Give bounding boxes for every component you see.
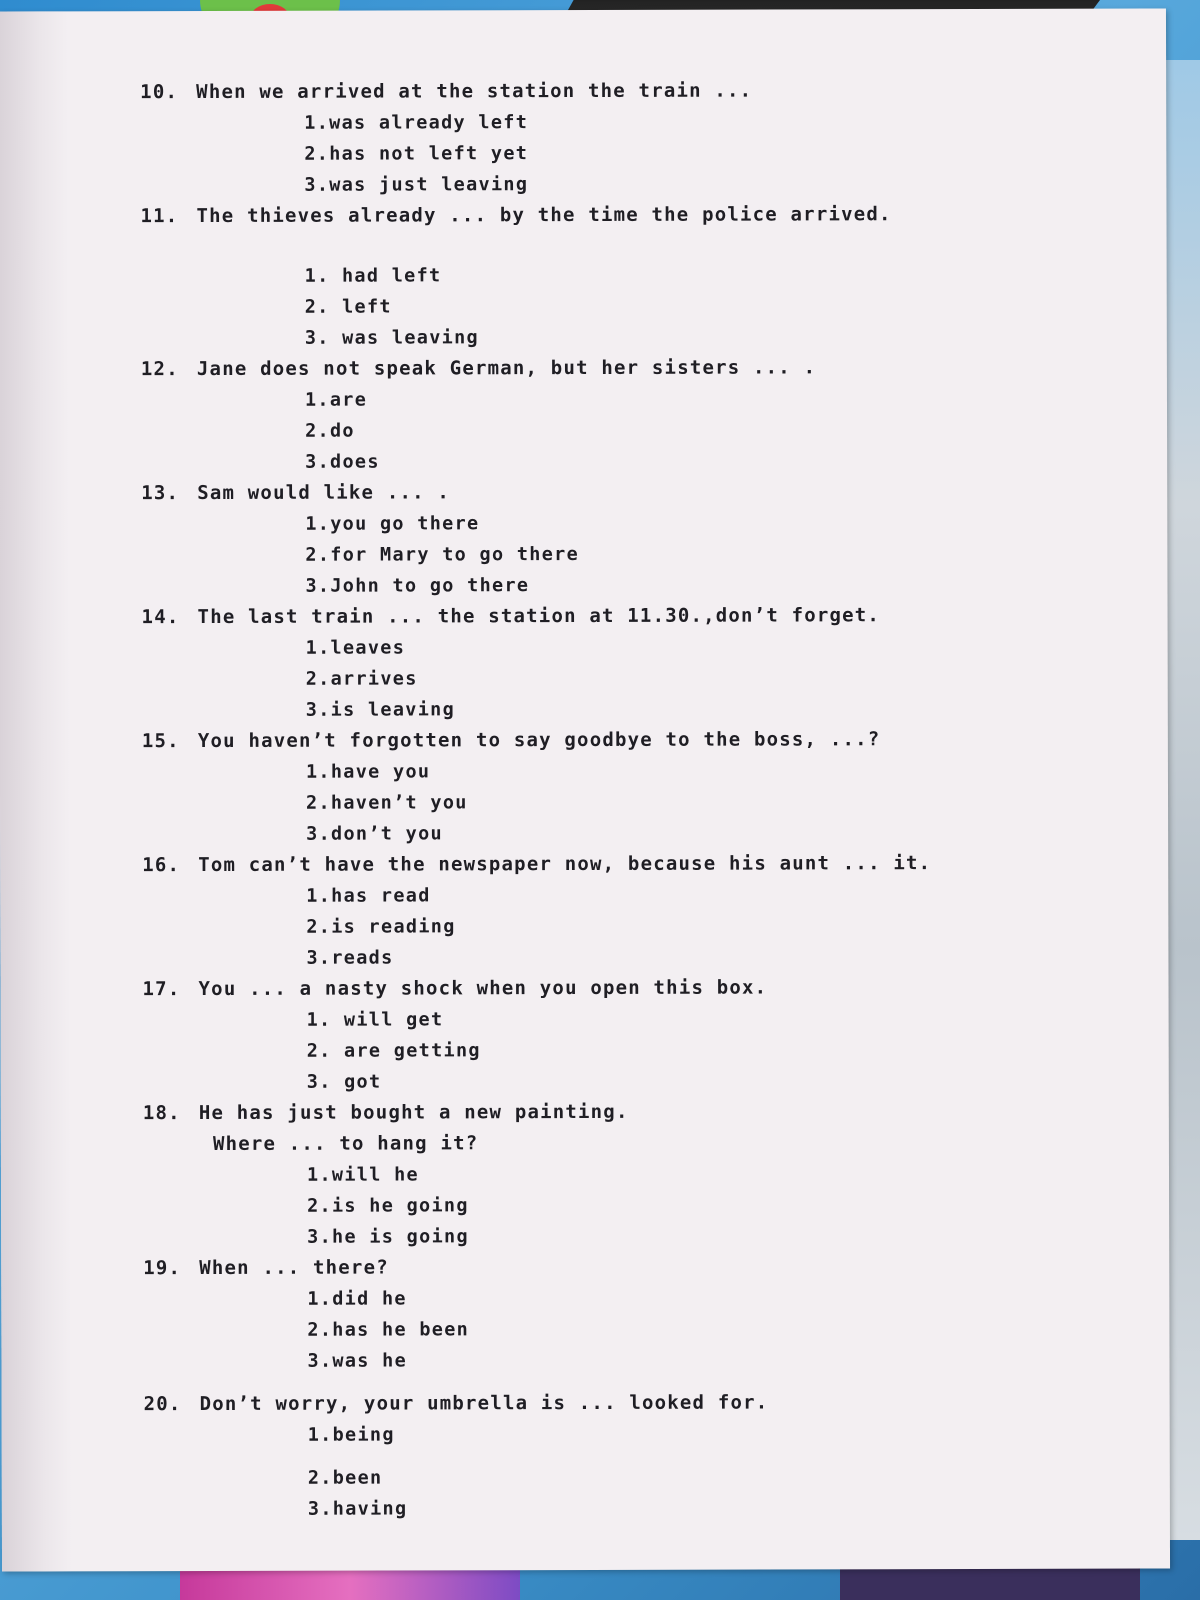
- question-15: [142, 724, 1102, 758]
- question-17: [142, 972, 1102, 1006]
- question-text: Tom can’t have the newspaper now, because his aunt ... it.: [198, 852, 932, 877]
- option: 2.is he going: [307, 1195, 469, 1217]
- question-text: The last train ... the station at 11.30.,don’t forget.: [197, 604, 881, 629]
- option: 1. had left: [304, 265, 442, 287]
- question-text: The thieves already ... by the time the police arrived.: [196, 203, 892, 228]
- question-10: [140, 75, 1100, 109]
- option: 3.don’t you: [306, 823, 443, 845]
- options-13: [141, 507, 1101, 603]
- question-text: Don’t worry, your umbrella is ... looked for.: [199, 1391, 769, 1416]
- options-16: [142, 879, 1102, 975]
- option: 2. are getting: [306, 1040, 481, 1062]
- question-number: 16.: [142, 854, 181, 877]
- question-text: He has just bought a new painting.: [198, 1100, 629, 1125]
- options-17: [143, 1003, 1103, 1099]
- options-15: [142, 755, 1102, 851]
- option: 2. left: [304, 296, 392, 318]
- option: 3.was just leaving: [304, 174, 529, 196]
- option: 3.was he: [307, 1350, 408, 1372]
- question-12: [141, 352, 1101, 386]
- question-number: 15.: [141, 730, 180, 753]
- option: 3.is leaving: [305, 699, 456, 721]
- question-number: 11.: [140, 205, 179, 228]
- question-list: [140, 75, 1104, 1526]
- question-number: 12.: [140, 358, 179, 381]
- question-number: 10.: [140, 81, 179, 104]
- option: 3.does: [305, 451, 380, 473]
- option: 1.was already left: [304, 112, 529, 134]
- question-18-continuation: Where ... to hang it?: [212, 1132, 479, 1155]
- options-10: [140, 106, 1100, 202]
- options-19: [143, 1282, 1103, 1378]
- question-14: [142, 600, 1102, 634]
- option: 2.arrives: [305, 668, 418, 690]
- option: 1.you go there: [305, 513, 480, 535]
- option: 1.leaves: [305, 637, 406, 659]
- options-18: [143, 1158, 1103, 1254]
- question-18: [143, 1096, 1103, 1130]
- options-12: [141, 383, 1101, 479]
- worksheet-page: [0, 8, 1170, 1571]
- option: 3.reads: [306, 947, 394, 969]
- option: 2.do: [305, 420, 355, 442]
- option: 3.John to go there: [305, 575, 530, 597]
- question-16: [142, 848, 1102, 882]
- option: 1.will he: [306, 1164, 419, 1186]
- options-20: [144, 1418, 1104, 1526]
- question-text: When we arrived at the station the train ...: [196, 79, 753, 104]
- options-14: [142, 631, 1102, 727]
- option: 2.has not left yet: [304, 143, 529, 165]
- question-text: Jane does not speak German, but her sisters ... .: [196, 356, 817, 381]
- question-number: 14.: [141, 606, 180, 629]
- options-11: [141, 259, 1101, 355]
- option: 3. got: [306, 1071, 382, 1093]
- question-number: 17.: [142, 978, 181, 1001]
- option: 2.for Mary to go there: [305, 544, 580, 566]
- option: 3. was leaving: [304, 327, 479, 349]
- option: 2.has he been: [307, 1319, 470, 1341]
- question-number: 19.: [143, 1257, 182, 1280]
- option: 3.having: [307, 1498, 408, 1520]
- page-fold-shadow: [0, 11, 72, 1571]
- question-20: [144, 1387, 1104, 1421]
- option: 2.is reading: [306, 916, 456, 938]
- question-number: 20.: [143, 1393, 182, 1416]
- question-19: [143, 1251, 1103, 1285]
- option: 3.he is going: [307, 1226, 469, 1248]
- question-text: When ... there?: [199, 1256, 389, 1280]
- option: 1.are: [304, 389, 368, 411]
- option: 1.did he: [307, 1288, 407, 1310]
- option: 2.been: [307, 1467, 383, 1489]
- question-text: Sam would like ... .: [197, 481, 451, 505]
- question-number: 18.: [142, 1102, 181, 1125]
- question-11: [140, 199, 1100, 233]
- option: 1.have you: [305, 761, 431, 783]
- option: 1. will get: [306, 1009, 444, 1031]
- option: 2.haven’t you: [306, 792, 468, 814]
- option: 1.has read: [306, 885, 431, 907]
- question-text: You haven’t forgotten to say goodbye to the boss, ...?: [197, 728, 881, 753]
- question-text: You ... a nasty shock when you open this box.: [198, 976, 768, 1001]
- option: 1.being: [307, 1424, 395, 1446]
- question-number: 13.: [141, 482, 180, 505]
- question-13: [141, 476, 1101, 510]
